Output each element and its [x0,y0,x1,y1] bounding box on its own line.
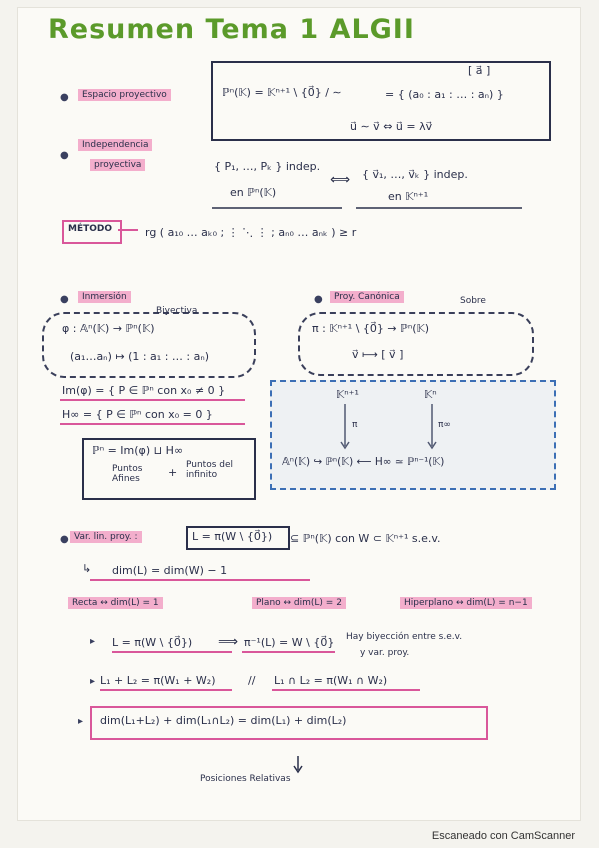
prop2-sep: // [248,674,256,687]
proy-sobre: Sobre [460,296,486,306]
indep-left-1: { P₁, …, Pₖ } indep. [214,160,321,173]
proy-map: π : 𝕂ⁿ⁺¹ \ {0⃗} → ℙⁿ(𝕂) [312,322,430,335]
varlin-dim: dim(L) = dim(W) − 1 [112,564,228,577]
prop3-formula: dim(L₁+L₂) + dim(L₁∩L₂) = dim(L₁) + dim(L₂) [100,714,347,727]
prop2-left: L₁ + L₂ = π(W₁ + W₂) [100,674,216,687]
puntos-afines: Puntos Afines [112,464,143,484]
varlin-arrow: ↳ [82,562,92,575]
espacio-label: Espacio proyectivo [78,89,171,101]
diagram-bottom: 𝔸ⁿ(𝕂) ↪ ℙⁿ(𝕂) ⟵ H∞ ≃ ℙⁿ⁻¹(𝕂) [282,456,445,468]
inmersion-hinf: H∞ = { P ∈ ℙⁿ con x₀ = 0 } [62,408,213,421]
varlin-def: L = π(W \ {0⃗}) [192,530,273,543]
metodo-formula: rg ( a₁₀ … aₖ₀ ; ⋮ ⋱ ⋮ ; aₙ₀ … aₙₖ ) ≥ r [145,226,357,239]
case-hiperplano: Hiperplano ↔ dim(L) = n−1 [400,597,532,609]
puntos-plus: + [168,466,178,479]
triangle-bullet: ▸ [78,716,84,727]
inmersion-map: φ : 𝔸ⁿ(𝕂) → ℙⁿ(𝕂) [62,322,155,335]
indep-left-2: en ℙⁿ(𝕂) [230,186,277,199]
bullet-dot: ● [60,534,69,545]
bullet-dot: ● [314,294,323,305]
bullet-dot: ● [60,294,69,305]
case-plano: Plano ↔ dim(L) = 2 [252,597,346,609]
diagram-pi: π [352,420,358,430]
prop1-note-1: Hay biyección entre s.e.v. [346,632,463,642]
independencia-label-2: proyectiva [90,159,145,171]
inmersion-im: Im(φ) = { P ∈ ℙⁿ con x₀ ≠ 0 } [62,384,226,397]
espacio-definition: ℙⁿ(𝕂) = 𝕂ⁿ⁺¹ \ {0⃗} / ∼ [222,86,342,99]
case-recta: Recta ↔ dim(L) = 1 [68,597,163,609]
diagram-box [270,380,556,490]
diagram-pi-inf: π∞ [438,420,451,430]
triangle-bullet: ▸ [90,636,96,647]
inmersion-rule: (a₁…aₙ) ↦ (1 : a₁ : … : aₙ) [70,350,210,363]
prop1-left: L = π(W \ {0⃗}) [112,636,193,649]
diagram-top-right: 𝕂ⁿ [424,388,437,401]
bullet-dot: ● [60,92,69,103]
prop1-note-2: y var. proy. [360,648,410,658]
prop1-right: π⁻¹(L) = W \ {0⃗} [244,636,335,649]
proy-label: Proy. Canónica [330,291,404,303]
espacio-bracket: [ a⃗ ] [468,64,491,77]
diagram-top-left: 𝕂ⁿ⁺¹ [336,388,359,401]
varlin-rest: ⊆ ℙⁿ(𝕂) con W ⊂ 𝕂ⁿ⁺¹ s.e.v. [290,532,441,545]
triangle-bullet: ▸ [90,676,96,687]
scanner-watermark: Escaneado con CamScanner [431,830,575,842]
proy-rule: v⃗ ⟼ [ v⃗ ] [352,348,404,361]
inmersion-label: Inmersión [78,291,131,303]
espacio-relation: u⃗ ∼ v⃗ ⇔ u⃗ = λv⃗ [350,120,433,133]
indep-right-1: { v⃗₁, …, v⃗ₖ } indep. [362,168,468,181]
puntos-infinito: Puntos del infinito [186,460,234,480]
bullet-dot: ● [60,150,69,161]
metodo-label: MÉTODO [68,224,113,234]
independencia-label-1: Independencia [78,139,152,151]
varlin-label: Var. lin. proy. : [70,531,142,543]
posiciones-relativas: Posiciones Relativas [200,774,291,784]
indep-right-2: en 𝕂ⁿ⁺¹ [388,190,429,203]
inmersion-biyectiva: Biyectiva [156,306,198,316]
prop1-arrow: ⟹ [218,634,239,650]
espacio-class: = { (a₀ : a₁ : … : aₙ) } [385,88,504,101]
page-title: Resumen Tema 1 ALGII [48,14,415,45]
indep-iff: ⟺ [330,172,351,188]
prop2-right: L₁ ∩ L₂ = π(W₁ ∩ W₂) [274,674,388,687]
inmersion-union: ℙⁿ = Im(φ) ⊔ H∞ [92,444,184,457]
